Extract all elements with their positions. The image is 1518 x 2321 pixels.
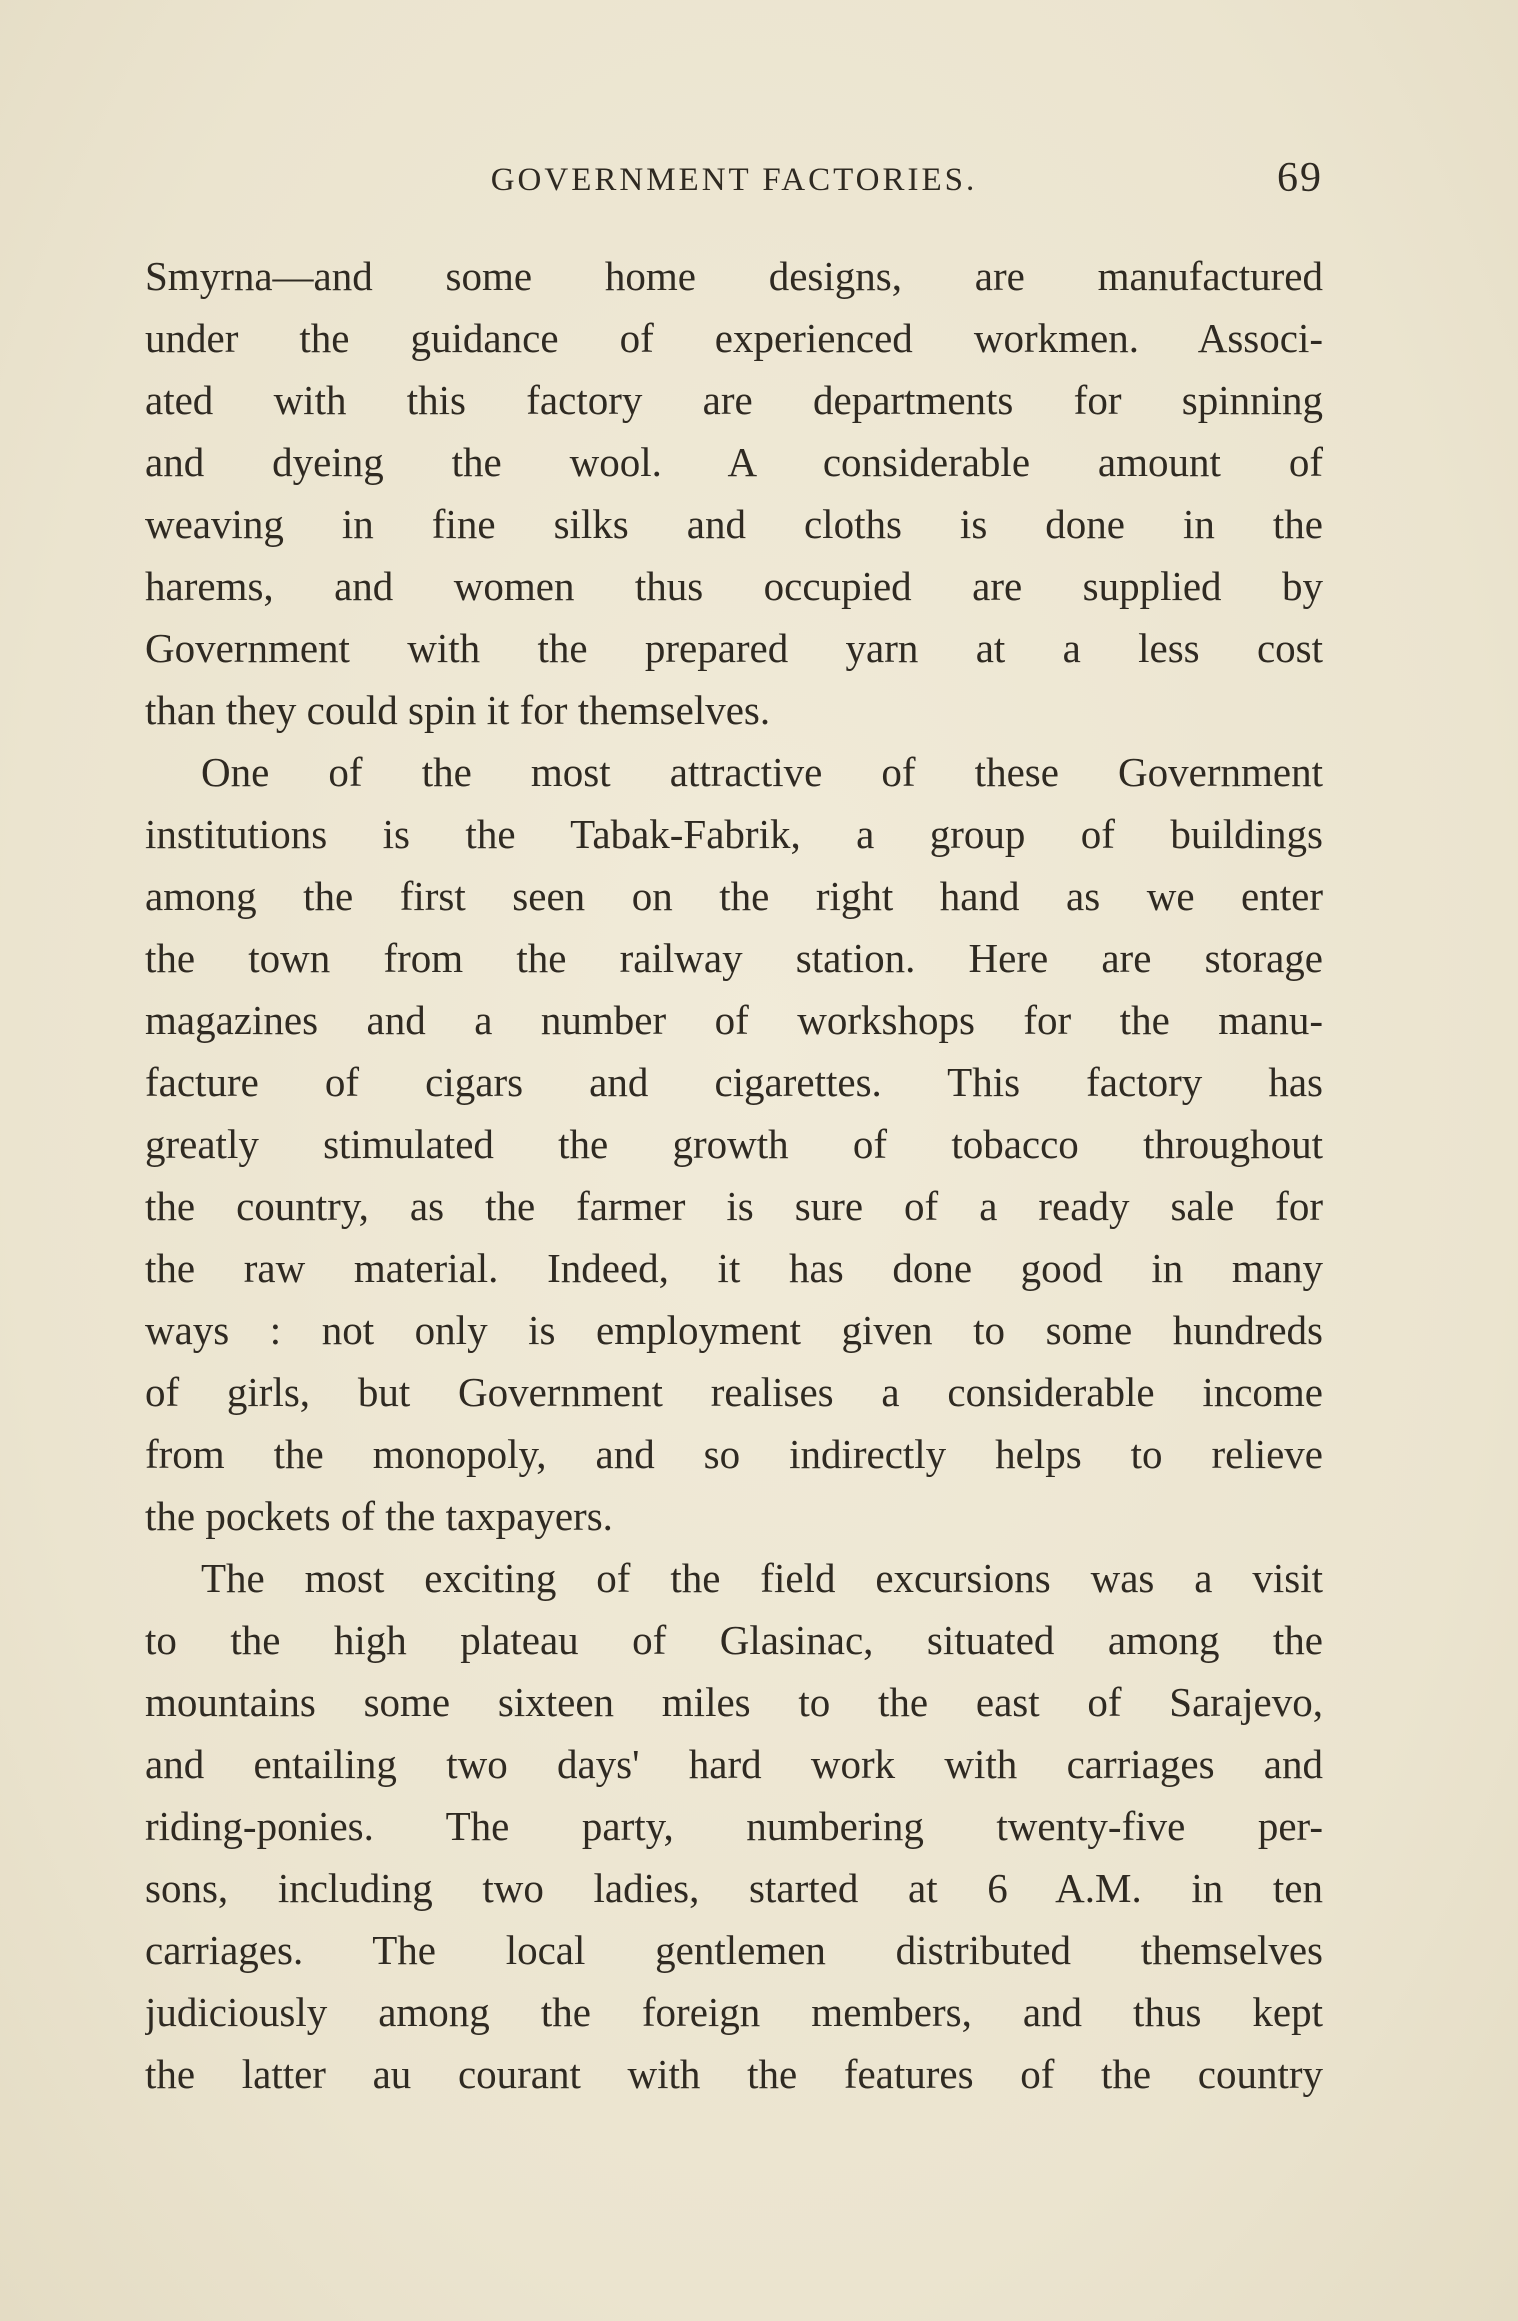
text-line: magazines and a number of workshops for the manu- <box>145 997 1323 1043</box>
text-line: Government with the prepared yarn at a less cost <box>145 625 1323 671</box>
body-text <box>145 245 1323 2105</box>
text-line: to the high plateau of Glasinac, situated among the <box>145 1617 1323 1663</box>
text-line: the country, as the farmer is sure of a ready sale for <box>145 1183 1323 1229</box>
text-line: ways : not only is employment given to some hundreds <box>145 1307 1323 1353</box>
text-line: ated with this factory are departments for spinning <box>145 377 1323 423</box>
text-line: the town from the railway station. Here are storage <box>145 935 1323 981</box>
text-line: than they could spin it for themselves. <box>145 687 771 733</box>
running-head <box>145 155 1323 202</box>
text-line: Smyrna—and some home designs, are manufactured <box>145 253 1323 299</box>
text-line: carriages. The local gentlemen distributed themselves <box>145 1927 1323 1973</box>
text-line: from the monopoly, and so indirectly helps to relieve <box>145 1431 1323 1477</box>
text-line: of girls, but Government realises a considerable income <box>145 1369 1323 1415</box>
text-line: institutions is the Tabak-Fabrik, a group of buildings <box>145 811 1323 857</box>
text-line: greatly stimulated the growth of tobacco throughout <box>145 1121 1323 1167</box>
text-line: the latter au courant with the features of the country <box>145 2051 1323 2097</box>
text-line: the pockets of the taxpayers. <box>145 1493 613 1539</box>
running-title: GOVERNMENT FACTORIES. <box>490 162 978 198</box>
text-line: facture of cigars and cigarettes. This factory has <box>145 1059 1323 1105</box>
text-line: judiciously among the foreign members, and thus kept <box>145 1989 1323 2035</box>
text-line: One of the most attractive of these Government <box>201 749 1323 795</box>
text-line: weaving in fine silks and cloths is done in the <box>145 501 1323 547</box>
text-line: sons, including two ladies, started at 6 A.M. in ten <box>145 1865 1323 1911</box>
text-line: harems, and women thus occupied are supplied by <box>145 563 1323 609</box>
text-line: The most exciting of the field excursions was a visit <box>201 1555 1323 1601</box>
text-line: under the guidance of experienced workmen. Associ- <box>145 315 1323 361</box>
text-line: and entailing two days' hard work with carriages and <box>145 1741 1323 1787</box>
text-line: among the first seen on the right hand as we enter <box>145 873 1323 919</box>
text-line: the raw material. Indeed, it has done good in many <box>145 1245 1323 1291</box>
text-line: and dyeing the wool. A considerable amount of <box>145 439 1323 485</box>
page-number: 69 <box>1277 155 1323 201</box>
text-line: riding-ponies. The party, numbering twenty-five per- <box>145 1803 1323 1849</box>
text-line: mountains some sixteen miles to the east of Sarajevo, <box>145 1679 1323 1725</box>
